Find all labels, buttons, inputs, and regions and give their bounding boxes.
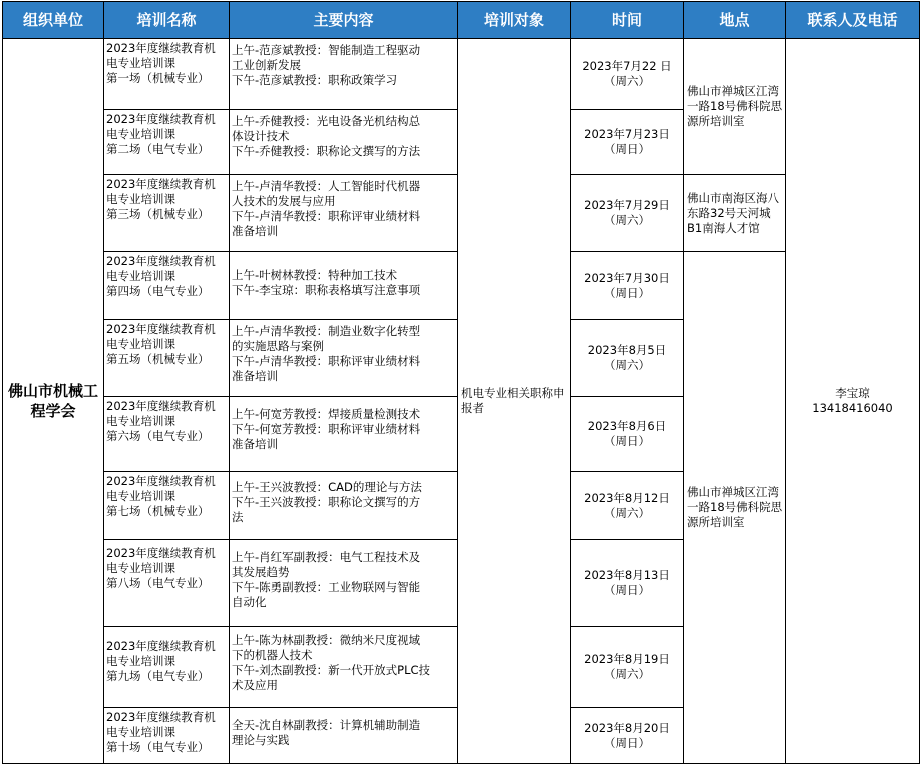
header-contact: 联系人及电话 bbox=[786, 2, 920, 39]
place-cell: 佛山市禅城区江湾一路18号佛科院思源所培训室 bbox=[684, 39, 786, 175]
header-target: 培训对象 bbox=[458, 2, 571, 39]
course-name-cell: 2023年度继续教育机 电专业培训课 第六场（电气专业） bbox=[104, 397, 230, 472]
course-name-cell: 2023年度继续教育机 电专业培训课 第七场（机械专业） bbox=[104, 472, 230, 540]
course-name-cell: 2023年度继续教育机 电专业培训课 第五场（机械专业） bbox=[104, 320, 230, 397]
org-cell: 佛山市机械工程学会 bbox=[3, 39, 104, 764]
header-row bbox=[3, 2, 920, 39]
content-cell: 上午-卢清华教授：人工智能时代机器 人技术的发展与应用 下午-卢清华教授：职称评审业绩材料 准备培训 bbox=[230, 175, 458, 252]
content-cell: 上午-范彦斌教授：智能制造工程驱动 工业创新发展 下午-范彦斌教授：职称政策学习 bbox=[230, 39, 458, 110]
time-cell: 2023年7月29日 （周六） bbox=[571, 175, 684, 252]
content-cell: 上午-何宽芳教授：焊接质量检测技术 下午-何宽芳教授：职称评审业绩材料 准备培训 bbox=[230, 397, 458, 472]
content-cell: 上午-乔健教授：光电设备光机结构总 体设计技术 下午-乔健教授：职称论文撰写的方法 bbox=[230, 110, 458, 175]
content-cell: 上午-卢清华教授：制造业数字化转型 的实施思路与案例 下午-卢清华教授：职称评审业绩材料 准备培训 bbox=[230, 320, 458, 397]
time-cell: 2023年8月20日 （周日） bbox=[571, 708, 684, 764]
time-cell: 2023年8月19日 （周六） bbox=[571, 627, 684, 708]
course-name-cell: 2023年度继续教育机 电专业培训课 第三场（机械专业） bbox=[104, 175, 230, 252]
contact-cell bbox=[786, 39, 920, 764]
header-time: 时间 bbox=[571, 2, 684, 39]
time-cell: 2023年7月23日 （周日） bbox=[571, 110, 684, 175]
header-course-name: 培训名称 bbox=[104, 2, 230, 39]
time-cell: 2023年8月6日 （周日） bbox=[571, 397, 684, 472]
place-cell: 佛山市南海区海八东路32号天河城B1南海人才馆 bbox=[684, 175, 786, 252]
header-content: 主要内容 bbox=[230, 2, 458, 39]
content-cell: 上午-叶树林教授：特种加工技术 下午-李宝琼：职称表格填写注意事项 bbox=[230, 252, 458, 320]
place-cell: 佛山市禅城区江湾一路18号佛科院思源所培训室 bbox=[684, 252, 786, 764]
header-org: 组织单位 bbox=[3, 2, 104, 39]
table-row bbox=[3, 39, 920, 110]
content-cell: 上午-陈为林副教授：微纳米尺度视域 下的机器人技术 下午-刘杰副教授：新一代开放式PLC技 术及应用 bbox=[230, 627, 458, 708]
course-name-cell: 2023年度继续教育机 电专业培训课 第八场（电气专业） bbox=[104, 540, 230, 627]
contact-phone: 13418416040 bbox=[812, 401, 893, 415]
training-schedule-table bbox=[2, 1, 920, 764]
time-cell: 2023年8月13日 （周日） bbox=[571, 540, 684, 627]
content-cell: 上午-王兴波教授：CAD的理论与方法 下午-王兴波教授：职称论文撰写的方 法 bbox=[230, 472, 458, 540]
header-place: 地点 bbox=[684, 2, 786, 39]
contact-name: 李宝琼 bbox=[835, 386, 870, 400]
course-name-cell: 2023年度继续教育机 电专业培训课 第九场（电气专业） bbox=[104, 627, 230, 708]
content-cell: 全天-沈自林副教授：计算机辅助制造 理论与实践 bbox=[230, 708, 458, 764]
course-name-cell: 2023年度继续教育机 电专业培训课 第四场（电气专业） bbox=[104, 252, 230, 320]
course-name-cell: 2023年度继续教育机 电专业培训课 第十场（电气专业） bbox=[104, 708, 230, 764]
time-cell: 2023年8月12日 （周六） bbox=[571, 472, 684, 540]
time-cell: 2023年7月30日 （周日） bbox=[571, 252, 684, 320]
target-cell: 机电专业相关职称申报者 bbox=[458, 39, 571, 764]
course-name-cell: 2023年度继续教育机 电专业培训课 第二场（电气专业） bbox=[104, 110, 230, 175]
time-cell: 2023年8月5日 （周六） bbox=[571, 320, 684, 397]
time-cell: 2023年7月22 日 （周六） bbox=[571, 39, 684, 110]
content-cell: 上午-肖红军副教授：电气工程技术及 其发展趋势 下午-陈勇副教授：工业物联网与智能 自动化 bbox=[230, 540, 458, 627]
course-name-cell: 2023年度继续教育机 电专业培训课 第一场（机械专业） bbox=[104, 39, 230, 110]
